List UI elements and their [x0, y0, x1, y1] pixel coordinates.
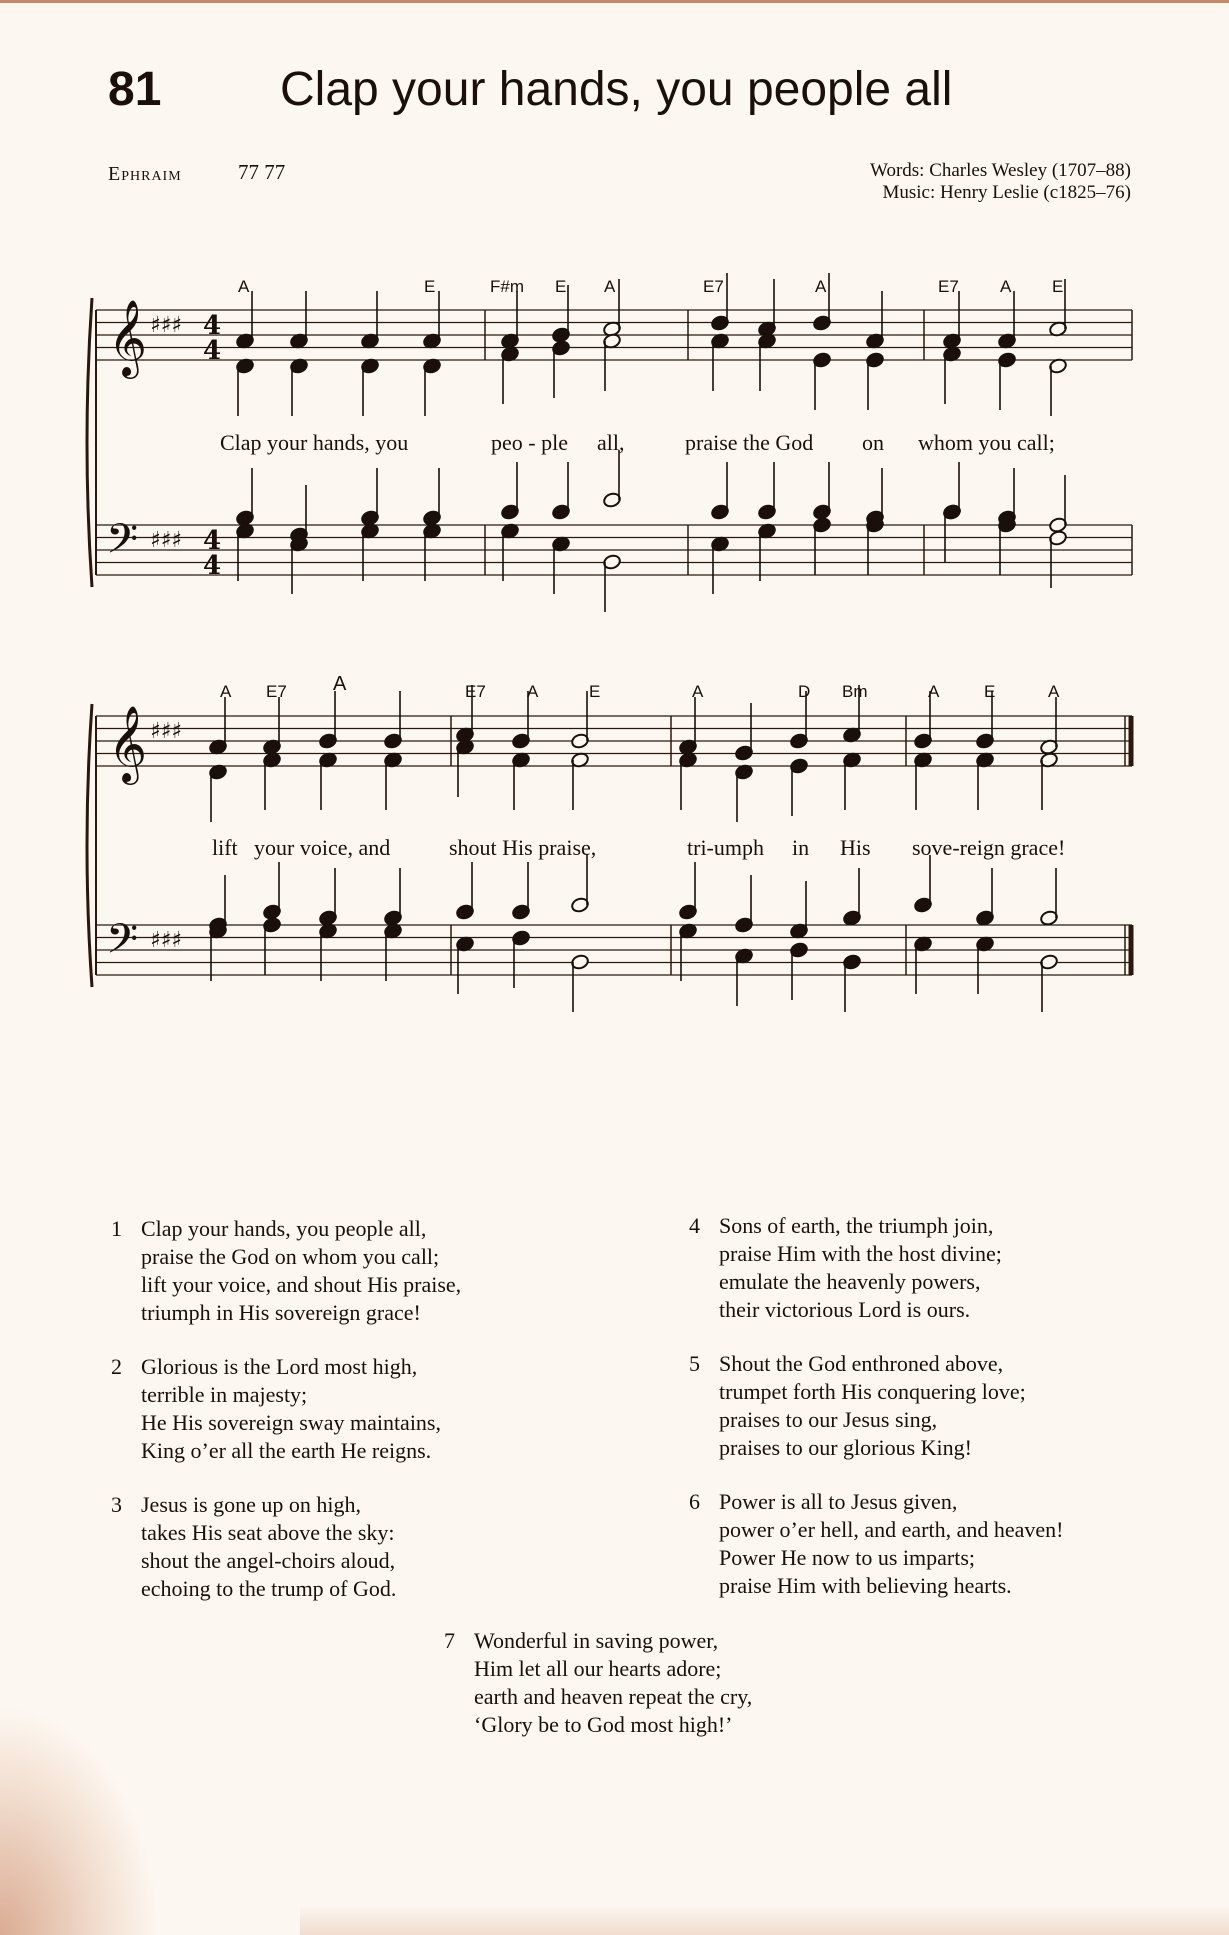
verse-number: 5 [689, 1351, 700, 1376]
verse-line: earth and heaven repeat the cry, [474, 1684, 753, 1709]
system-bracket [87, 298, 92, 587]
chord-symbol: A [815, 277, 827, 296]
chord-symbol: E7 [938, 277, 959, 296]
chord-symbol: A [604, 277, 616, 296]
barlines [87, 298, 1132, 987]
verse-number: 3 [111, 1492, 122, 1517]
verse-number: 1 [111, 1216, 122, 1241]
lyric-syllable: your voice, and [254, 835, 391, 860]
verse-line: Clap your hands, you people all, [141, 1216, 427, 1241]
verse-5 [689, 1350, 1026, 1462]
treble-clef: 𝄞 [108, 299, 148, 376]
chord-symbol: A [238, 277, 250, 296]
chord-symbol: A [527, 682, 539, 701]
time-signature: 4 [203, 311, 222, 341]
paper-stain [0, 1705, 160, 1935]
time-signature: 4 [203, 551, 222, 581]
verse-line: Power is all to Jesus given, [719, 1489, 958, 1514]
verse-line: triumph in His sovereign grace! [141, 1300, 421, 1325]
meter: 77 77 [238, 160, 286, 184]
verse-number: 6 [689, 1489, 700, 1514]
verse-line: trumpet forth His conquering love; [719, 1379, 1026, 1404]
lyric-syllable: in [792, 835, 810, 860]
verse-line: King o’er all the earth He reigns. [141, 1438, 432, 1463]
chord-symbol: A [220, 682, 232, 701]
chord-symbol: E7 [703, 277, 724, 296]
verse-line: Power He now to us imparts; [719, 1545, 976, 1570]
lyric-syllable: shout His praise, [449, 835, 597, 860]
verse-line: praises to our Jesus sing, [719, 1407, 938, 1432]
chord-symbol: E7 [266, 682, 287, 701]
verse-4 [689, 1212, 1002, 1324]
verse-line: Him let all our hearts adore; [474, 1656, 722, 1681]
lyric-syllable: all, [597, 430, 625, 455]
clefs [106, 299, 221, 973]
lyric-syllable: whom you call; [918, 430, 1055, 455]
key-signature: ♯♯♯ [150, 719, 182, 744]
staff-lines [96, 310, 1132, 975]
chord-symbol: A [1048, 682, 1060, 701]
lyric-syllable: tri-umph [687, 835, 764, 860]
bass-clef: 𝄢 [106, 915, 139, 973]
key-signature: ♯♯♯ [150, 928, 182, 953]
verse-3 [111, 1491, 397, 1603]
verse-number: 4 [689, 1213, 700, 1238]
chord-symbol: E [1052, 277, 1064, 296]
verse-line: takes His seat above the sky: [141, 1520, 395, 1545]
notes [208, 273, 1067, 1012]
verse-line: terrible in majesty; [141, 1382, 308, 1407]
chord-symbol: E [984, 682, 996, 701]
chord-symbol: E [589, 682, 601, 701]
verse-7 [444, 1627, 753, 1739]
verse-line: ‘Glory be to God most high!’ [474, 1712, 733, 1737]
verse-number: 7 [444, 1628, 455, 1653]
time-signature: 4 [203, 336, 222, 366]
hymn-title: Clap your hands, you people all [280, 63, 953, 116]
verse-line: praises to our glorious King! [719, 1435, 972, 1460]
chord-symbol: F#m [490, 277, 524, 296]
verse-line: Shout the God enthroned above, [719, 1351, 1004, 1376]
verse-line: praise Him with the host divine; [719, 1241, 1002, 1266]
verse-line: Glorious is the Lord most high, [141, 1354, 418, 1379]
lyric-syllable: His [840, 835, 871, 860]
chord-symbol: A [928, 682, 940, 701]
verse-line: power o’er hell, and earth, and heaven! [719, 1517, 1064, 1542]
verse-line: He His sovereign sway maintains, [141, 1410, 441, 1435]
lyric-syllable: Clap your hands, you [220, 430, 409, 455]
system-bracket [87, 704, 92, 987]
lyric-syllable: praise the God [685, 430, 814, 455]
lyric-syllable: sove-reign grace! [912, 835, 1066, 860]
verse-number: 2 [111, 1354, 122, 1379]
chord-symbol: D [798, 682, 811, 701]
music-credit: Music: Henry Leslie (c1825–76) [882, 182, 1131, 203]
chord-symbol: A [333, 673, 347, 695]
chord-symbol: E [424, 277, 436, 296]
verse-line: shout the angel-choirs aloud, [141, 1548, 396, 1573]
lyric-syllable: on [862, 430, 884, 455]
verse-6 [689, 1488, 1064, 1600]
verse-line: Wonderful in saving power, [474, 1628, 719, 1653]
chord-symbol: A [1000, 277, 1012, 296]
hymn-number: 81 [108, 63, 162, 116]
tune-name: Ephraim [108, 163, 182, 185]
verse-line: praise the God on whom you call; [141, 1244, 440, 1269]
bass-clef: 𝄢 [106, 515, 139, 573]
verse-line: their victorious Lord is ours. [719, 1297, 971, 1322]
chord-symbol: Bm [842, 682, 868, 701]
lyric-syllable: lift [212, 835, 238, 860]
treble-clef: 𝄞 [108, 705, 148, 782]
key-signature: ♯♯♯ [150, 313, 182, 338]
verse-line: Sons of earth, the triumph join, [719, 1213, 994, 1238]
verse-line: echoing to the trump of God. [141, 1576, 397, 1601]
verse-1 [111, 1215, 462, 1327]
chord-symbol: E [555, 277, 567, 296]
verse-2 [111, 1353, 441, 1465]
words-credit: Words: Charles Wesley (1707–88) [870, 160, 1131, 181]
lyric-syllable: peo - ple [491, 430, 568, 455]
time-signature: 4 [203, 526, 222, 556]
chord-symbol: E7 [465, 682, 486, 701]
verse-line: emulate the heavenly powers, [719, 1269, 981, 1294]
verse-line: praise Him with believing hearts. [719, 1573, 1012, 1598]
verse-line: lift your voice, and shout His praise, [141, 1272, 462, 1297]
chord-symbol: A [692, 682, 704, 701]
key-signature: ♯♯♯ [150, 528, 182, 553]
paper-stain [300, 1905, 1229, 1935]
verse-line: Jesus is gone up on high, [141, 1492, 361, 1517]
